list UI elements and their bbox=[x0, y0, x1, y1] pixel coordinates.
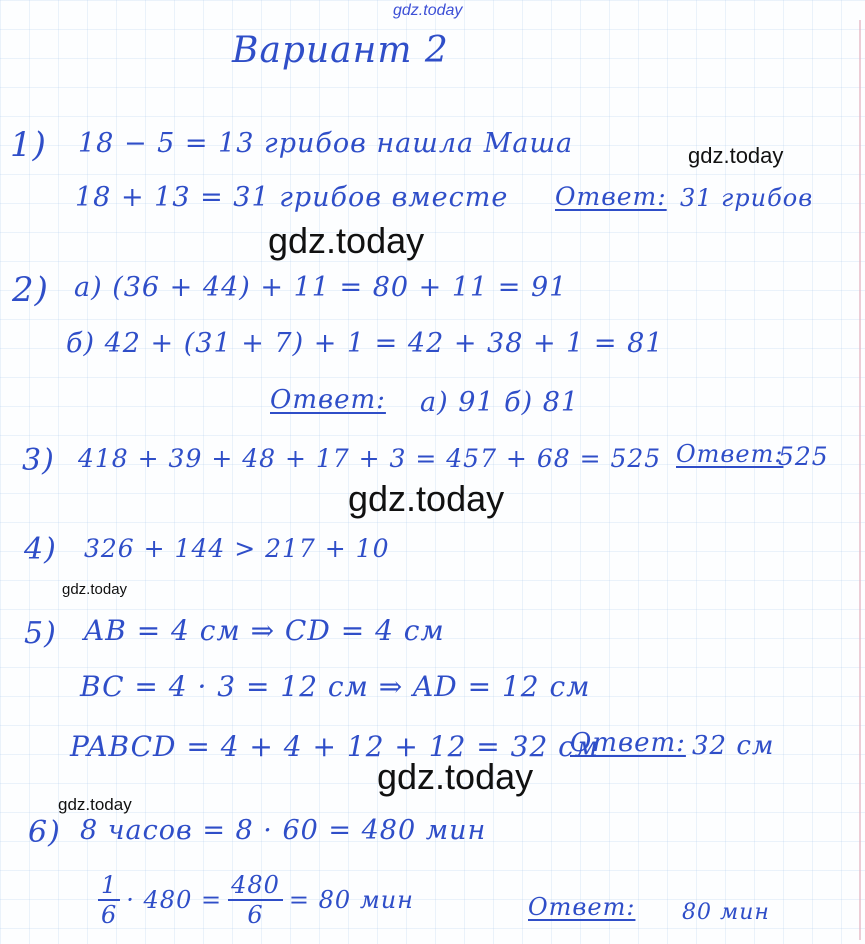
expression-result: = 80 мин bbox=[288, 886, 414, 914]
task5-line3: PABCD = 4 + 4 + 12 + 12 = 32 см bbox=[70, 730, 600, 763]
task-number: 2) bbox=[12, 270, 49, 310]
page-title: Вариант 2 bbox=[232, 30, 449, 71]
task1-line1: 18 − 5 = 13 грибов нашла Маша bbox=[78, 128, 574, 159]
task2-line-a: а) (36 + 44) + 11 = 80 + 11 = 91 bbox=[74, 272, 568, 303]
answer-label: Ответ: bbox=[676, 440, 784, 468]
task6-line2 bbox=[92, 873, 414, 927]
answer-label: Ответ: bbox=[528, 893, 636, 921]
task5-line2: BC = 4 · 3 = 12 см ⇒ AD = 12 см bbox=[80, 670, 591, 703]
fraction bbox=[98, 873, 120, 927]
fraction-numerator: 1 bbox=[98, 873, 120, 901]
expression-middle: · 480 = bbox=[126, 886, 223, 914]
task-number: 4) bbox=[24, 532, 57, 567]
fraction-numerator: 480 bbox=[228, 873, 283, 901]
answer-value: 80 мин bbox=[682, 900, 770, 925]
answer-label: Ответ: bbox=[270, 385, 386, 415]
answer-value: 525 bbox=[778, 442, 829, 471]
margin-line bbox=[859, 20, 861, 940]
fraction-denominator: 6 bbox=[247, 901, 264, 929]
watermark: gdz.today bbox=[688, 143, 784, 168]
watermark: gdz.today bbox=[377, 756, 534, 797]
watermark: gdz.today bbox=[62, 581, 128, 598]
watermark: gdz.today bbox=[393, 2, 463, 19]
answer-label: Ответ: bbox=[555, 182, 667, 211]
watermark: gdz.today bbox=[268, 220, 425, 261]
answer-value: 31 грибов bbox=[680, 184, 814, 212]
answer-value: а) 91 б) 81 bbox=[420, 387, 580, 418]
watermark: gdz.today bbox=[348, 478, 505, 519]
task-number: 1) bbox=[10, 125, 47, 165]
task6-line1: 8 часов = 8 · 60 = 480 мин bbox=[80, 815, 487, 846]
task-number: 5) bbox=[24, 616, 57, 651]
task2-line-b: б) 42 + (31 + 7) + 1 = 42 + 38 + 1 = 81 bbox=[66, 328, 664, 359]
watermark: gdz.today bbox=[58, 795, 132, 814]
fraction bbox=[228, 873, 283, 927]
answer-value: 32 см bbox=[692, 731, 775, 761]
answer-label: Ответ: bbox=[570, 728, 686, 758]
task3-line: 418 + 39 + 48 + 17 + 3 = 457 + 68 = 525 bbox=[78, 444, 662, 473]
task4-line: 326 + 144 > 217 + 10 bbox=[84, 534, 390, 563]
task1-line2: 18 + 13 = 31 грибов вместе bbox=[75, 182, 509, 213]
task-number: 6) bbox=[28, 815, 61, 850]
task-number: 3) bbox=[22, 443, 55, 478]
fraction-denominator: 6 bbox=[101, 901, 118, 929]
task5-line1: AB = 4 см ⇒ CD = 4 см bbox=[84, 614, 445, 647]
